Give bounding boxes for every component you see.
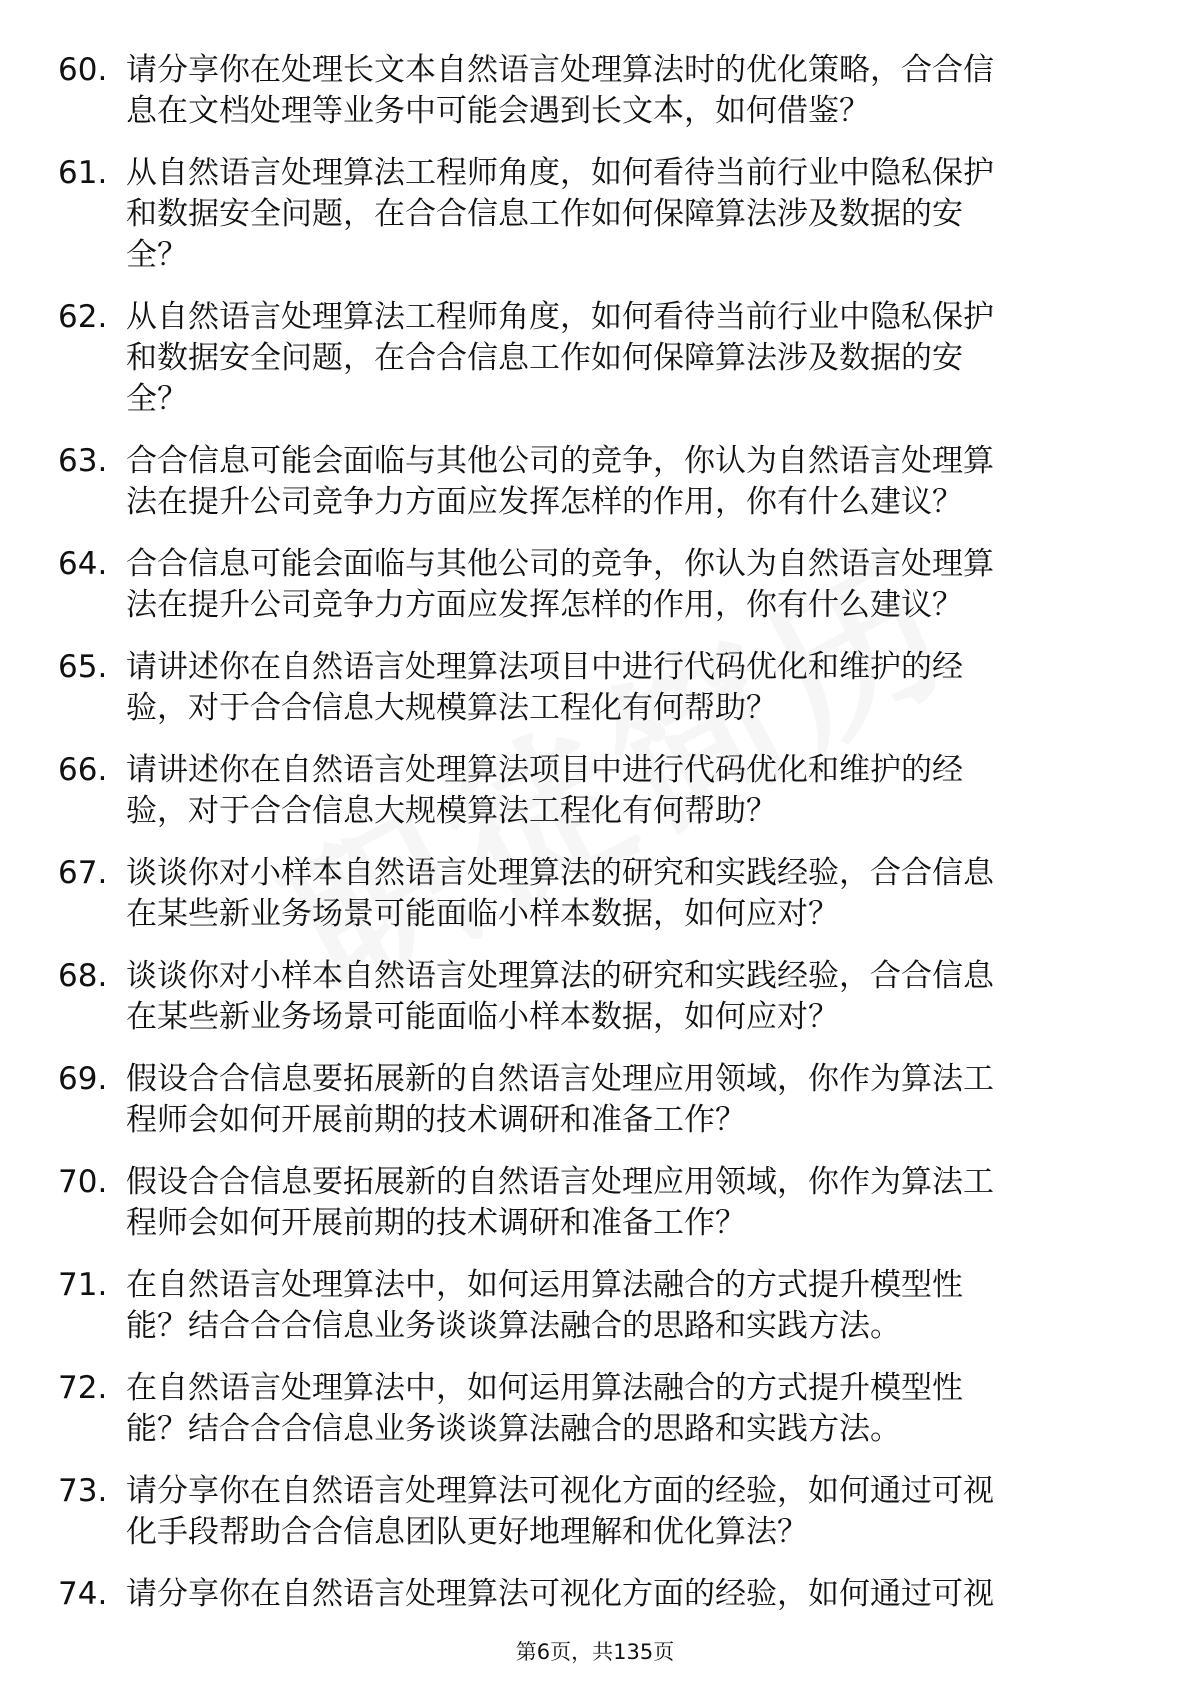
question-text-line: 能？结合合合信息业务谈谈算法融合的思路和实践方法。 xyxy=(126,1411,901,1447)
page-footer: 第6页，共135页 xyxy=(515,1640,675,1664)
question-text-line: 程师会如何开展前期的技术调研和准备工作？ xyxy=(126,1205,746,1241)
question-item xyxy=(58,544,1138,626)
question-number: 72. xyxy=(58,1370,108,1406)
question-text-line: 合合信息可能会面临与其他公司的竞争，你认为自然语言处理算 xyxy=(126,546,994,582)
question-item xyxy=(58,1265,1138,1347)
question-text-line: 化手段帮助合合信息团队更好地理解和优化算法？ xyxy=(126,1514,808,1550)
question-item xyxy=(58,50,1138,132)
question-text-line: 谈谈你对小样本自然语言处理算法的研究和实践经验，合合信息 xyxy=(126,958,994,994)
question-text-line: 全？ xyxy=(126,237,188,273)
question-number: 63. xyxy=(58,443,108,479)
question-number: 73. xyxy=(58,1473,108,1509)
question-item xyxy=(58,750,1138,832)
question-text-line: 请分享你在自然语言处理算法可视化方面的经验，如何通过可视 xyxy=(126,1473,994,1509)
question-text-line: 验，对于合合信息大规模算法工程化有何帮助？ xyxy=(126,690,777,726)
question-item xyxy=(58,853,1138,935)
question-number: 70. xyxy=(58,1164,108,1200)
question-text-line: 假设合合信息要拓展新的自然语言处理应用领域，你作为算法工 xyxy=(126,1061,994,1097)
question-number: 67. xyxy=(58,855,108,891)
question-number: 66. xyxy=(58,752,108,788)
question-item xyxy=(58,1574,1138,1615)
question-number: 65. xyxy=(58,649,108,685)
question-text-line: 验，对于合合信息大规模算法工程化有何帮助？ xyxy=(126,793,777,829)
question-text-line: 从自然语言处理算法工程师角度，如何看待当前行业中隐私保护 xyxy=(126,299,994,335)
question-text-line: 在自然语言处理算法中，如何运用算法融合的方式提升模型性 xyxy=(126,1370,963,1406)
question-text-line: 谈谈你对小样本自然语言处理算法的研究和实践经验，合合信息 xyxy=(126,855,994,891)
question-text-line: 法在提升公司竞争力方面应发挥怎样的作用，你有什么建议？ xyxy=(126,484,963,520)
question-text-line: 假设合合信息要拓展新的自然语言处理应用领域，你作为算法工 xyxy=(126,1164,994,1200)
question-number: 61. xyxy=(58,155,108,191)
question-item xyxy=(58,297,1138,420)
question-text-line: 在某些新业务场景可能面临小样本数据，如何应对？ xyxy=(126,999,839,1035)
question-text-line: 法在提升公司竞争力方面应发挥怎样的作用，你有什么建议？ xyxy=(126,587,963,623)
question-text-line: 请分享你在处理长文本自然语言处理算法时的优化策略，合合信 xyxy=(126,52,994,88)
question-text-line: 请讲述你在自然语言处理算法项目中进行代码优化和维护的经 xyxy=(126,752,963,788)
question-text-line: 程师会如何开展前期的技术调研和准备工作？ xyxy=(126,1102,746,1138)
question-list xyxy=(58,50,1138,1636)
question-item xyxy=(58,1162,1138,1244)
question-text-line: 在某些新业务场景可能面临小样本数据，如何应对？ xyxy=(126,896,839,932)
question-text-line: 请讲述你在自然语言处理算法项目中进行代码优化和维护的经 xyxy=(126,649,963,685)
question-number: 68. xyxy=(58,958,108,994)
question-item xyxy=(58,647,1138,729)
question-number: 64. xyxy=(58,546,108,582)
question-item xyxy=(58,441,1138,523)
question-text-line: 息在文档处理等业务中可能会遇到长文本，如何借鉴？ xyxy=(126,93,870,129)
question-number: 71. xyxy=(58,1267,108,1303)
question-number: 62. xyxy=(58,299,108,335)
question-text-line: 全？ xyxy=(126,381,188,417)
question-item xyxy=(58,1368,1138,1450)
question-text-line: 请分享你在自然语言处理算法可视化方面的经验，如何通过可视 xyxy=(126,1576,994,1612)
question-item xyxy=(58,153,1138,276)
question-text-line: 和数据安全问题，在合合信息工作如何保障算法涉及数据的安 xyxy=(126,196,963,232)
question-text-line: 和数据安全问题，在合合信息工作如何保障算法涉及数据的安 xyxy=(126,340,963,376)
question-item xyxy=(58,1059,1138,1141)
question-item xyxy=(58,956,1138,1038)
question-text-line: 合合信息可能会面临与其他公司的竞争，你认为自然语言处理算 xyxy=(126,443,994,479)
question-item xyxy=(58,1471,1138,1553)
question-text-line: 从自然语言处理算法工程师角度，如何看待当前行业中隐私保护 xyxy=(126,155,994,191)
question-number: 69. xyxy=(58,1061,108,1097)
question-number: 60. xyxy=(58,52,108,88)
question-text-line: 能？结合合合信息业务谈谈算法融合的思路和实践方法。 xyxy=(126,1308,901,1344)
question-text-line: 在自然语言处理算法中，如何运用算法融合的方式提升模型性 xyxy=(126,1267,963,1303)
question-number: 74. xyxy=(58,1576,108,1612)
